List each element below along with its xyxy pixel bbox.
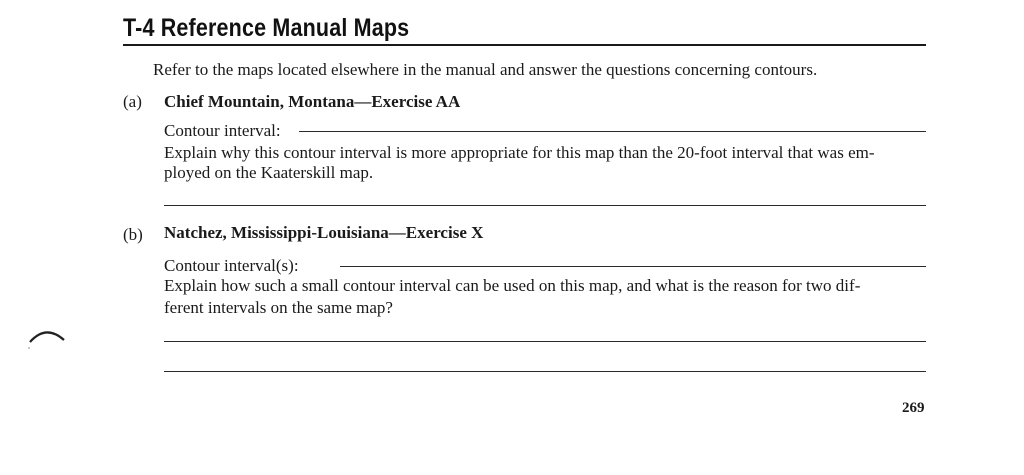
exercise-b-question-line-2: ferent intervals on the same map? — [164, 298, 393, 317]
page-number: 269 — [902, 400, 925, 416]
page-title: T-4 Reference Manual Maps — [123, 14, 410, 42]
exercise-b-explain-answer-line-2[interactable] — [164, 371, 926, 372]
exercise-a-question-line-1: Explain why this contour interval is more appropriate for this map than the 20-foot interval that was em- — [164, 143, 875, 162]
exercise-a-marker: (a) — [123, 92, 142, 111]
exercise-b-question-line-1: Explain how such a small contour interval can be used on this map, and what is the reason for two dif- — [164, 276, 861, 295]
exercise-a-explain-answer-line[interactable] — [164, 205, 926, 206]
exercise-a-heading: Chief Mountain, Montana—Exercise AA — [164, 92, 461, 111]
intro-text: Refer to the maps located elsewhere in the manual and answer the questions concerning contours. — [153, 60, 818, 79]
exercise-a-field-label: Contour interval: — [164, 121, 281, 140]
binder-hole-arc-icon — [26, 322, 68, 352]
exercise-b-answer-line[interactable] — [340, 266, 926, 267]
exercise-b-explain-answer-line-1[interactable] — [164, 341, 926, 342]
exercise-b-field-label: Contour interval(s): — [164, 256, 299, 275]
title-underline — [123, 44, 926, 46]
exercise-a-question-line-2: ployed on the Kaaterskill map. — [164, 163, 374, 182]
exercise-a-answer-line[interactable] — [299, 131, 926, 132]
exercise-b-marker: (b) — [123, 225, 143, 244]
exercise-b-heading: Natchez, Mississippi-Louisiana—Exercise X — [164, 223, 484, 242]
